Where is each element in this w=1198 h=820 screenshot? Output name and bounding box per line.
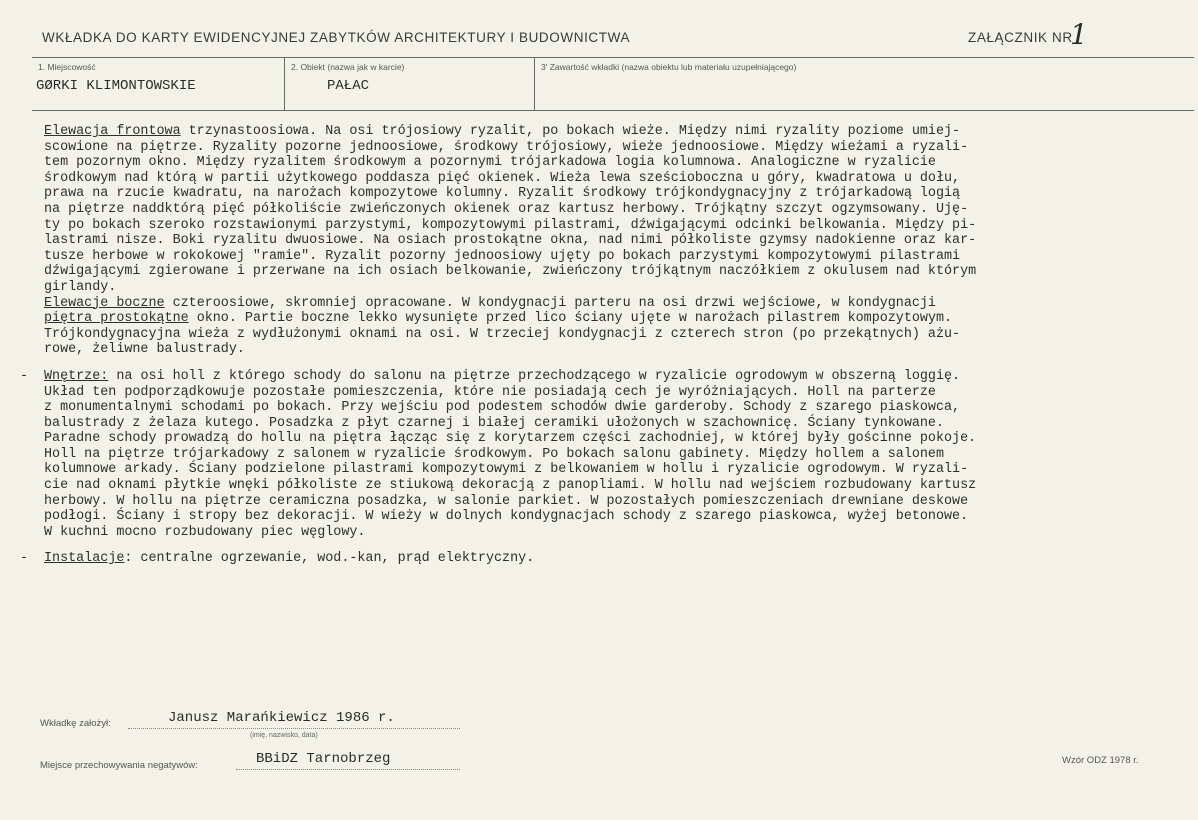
- text-line: [44, 416, 1184, 432]
- line-text: prawa na rzucie kwadratu, na narożach kompozytowe kolumny. Ryzalit środkowy trójkondygnacyjny z trójarkadową logią: [44, 186, 961, 202]
- section-heading: piętra prostokątne: [44, 311, 189, 327]
- line-text: Trójkondygnacyjna wieża z wydłużonymi oknami na osi. W trzeciej kondygnacji z czterech stron (po przekątnych) ażu-: [44, 326, 961, 342]
- line-text: na piętrze naddktórą pięć półkoliście zwieńczonych okienek oraz kartusz herbowy. Trójkątny szczyt ogzymsowany. Uję-: [44, 201, 969, 217]
- attachment-number: 1: [1070, 18, 1088, 51]
- section-heading: Elewacje boczne: [44, 295, 165, 311]
- text-line: [44, 342, 1184, 358]
- author-dotted-line: [128, 728, 460, 729]
- line-text: balustrady z żelaza kutego. Posadzka z płyt czarnej i białej ceramiki ułożonych w szachownicę. Ściany tynkowane.: [44, 415, 944, 431]
- text-line: [44, 202, 1184, 218]
- line-text: dźwigającymi zgierowane i przerwane na ich osiach belkowanie, zwieńczony trójkątnym naczółkiem z okulusem nad którym: [44, 264, 977, 280]
- line-text: na osi holl z którego schody do salonu na piętrze przechodzącego w ryzalicie ogrodowym w obszerną loggię.: [108, 368, 961, 384]
- text-line: [44, 311, 1184, 327]
- text-line: [44, 249, 1184, 265]
- object-value: PAŁAC: [327, 78, 370, 94]
- line-text: czteroosiowe, skromniej opracowane. W kondygnacji parteru na osi drzwi wejściowe, w kondygnacji: [164, 295, 936, 311]
- text-line: [44, 140, 1184, 156]
- section-heading: Instalacje: [44, 551, 125, 567]
- locality-label: 1. Miejscowość: [38, 62, 96, 72]
- line-text: środkowym nad którą w partii użytkowego poddasza pięć okienek. Wieża lewa sześcioboczna u góry, kwadratowa u dołu,: [44, 170, 961, 186]
- text-line: [44, 171, 1184, 187]
- line-text: tusze herbowe w rokokowej "ramie". Ryzalit pozorny jednoosiowy ujęty po bokach parzystymi kompozytowymi pilastrami: [44, 248, 961, 264]
- line-text: tem pozornym okno. Między ryzalitem środkowym a pozornymi trójarkadowa logia kolumnowa. Analogiczne w ryzalicie: [44, 155, 936, 171]
- text-line: [20, 368, 1184, 385]
- line-text: Układ ten podporządkowuje pozostałe pomieszczenia, które nie posiadają cech je wyróżniających. Holl na parterze: [44, 384, 936, 400]
- author-sublabel: (imię, nazwisko, data): [250, 732, 318, 739]
- line-text: kolumnowe arkady. Ściany podzielone pilastrami kompozytowymi z belkowaniem w hollu i ryzalicie ogrodowym. W ryzali-: [44, 462, 969, 478]
- content-field: [534, 58, 1195, 110]
- text-line: [44, 447, 1184, 463]
- author-label: Wkładkę założył:: [40, 718, 111, 729]
- locality-value: GØRKI KLIMONTOWSKIE: [36, 78, 196, 94]
- line-text: trzynastoosiowa. Na osi trójosiowy ryzalit, po bokach wieże. Między nimi ryzality poziome umiej-: [180, 124, 961, 139]
- paragraph-gap: [44, 540, 1184, 551]
- typed-description: [20, 124, 1184, 567]
- line-text: Holl na piętrze trójarkadowy z salonem w ryzalicie środkowym. Po bokach salonu gabinety. Między hollem a salonem: [44, 446, 944, 462]
- line-text: podłogi. Ściany i stropy bez dekoracji. W wieży w dolnych kondygnacjach schody z szarego piaskowca, wyżej betonowe.: [44, 509, 969, 525]
- text-line: [44, 494, 1184, 510]
- text-line: [44, 155, 1184, 171]
- text-line: [44, 233, 1184, 249]
- form-title: WKŁADKA DO KARTY EWIDENCYJNEJ ZABYTKÓW ARCHITEKTURY I BUDOWNICTWA: [42, 30, 631, 45]
- text-line: [44, 264, 1184, 280]
- text-line: [44, 186, 1184, 202]
- line-text: cie nad oknami płytkie wnęki półkoliste ze stiukową dekoracją z panopliami. W hollu nad wejściem rozbudowany kartusz: [44, 478, 977, 494]
- object-label: 2. Obiekt (nazwa jak w karcie): [291, 62, 405, 72]
- text-line: [44, 462, 1184, 478]
- section-heading: Wnętrze:: [44, 368, 109, 384]
- text-line: [44, 431, 1184, 447]
- paragraph-gap: [44, 358, 1184, 369]
- storage-value: BBiDZ Tarnobrzeg: [256, 751, 391, 767]
- line-text: scowione na piętrze. Ryzality pozorne jednoosiowe, środkowy trójosiowy, wieże jednoosiowe. Między wieżami a ryzali-: [44, 139, 969, 155]
- section-heading: Elewacja frontowa: [44, 124, 181, 139]
- storage-label: Miejsce przechowywania negatywów:: [40, 760, 198, 771]
- text-line: [44, 509, 1184, 525]
- line-text: z monumentalnymi schodami po bokach. Przy wejściu pod podestem schodów dwie garderoby. Schody z szarego piaskowca,: [44, 400, 961, 416]
- object-field: [284, 58, 535, 110]
- line-text: girlandy.: [44, 279, 117, 295]
- list-dash: -: [20, 368, 29, 384]
- text-line: [44, 327, 1184, 343]
- author-value: Janusz Marańkiewicz 1986 r.: [168, 710, 395, 726]
- line-text: rowe, żeliwne balustrady.: [44, 342, 245, 358]
- content-label: 3' Zawartość wkładki (nazwa obiektu lub materiału uzupełniającego): [541, 62, 797, 72]
- storage-dotted-line: [236, 769, 460, 770]
- form-template-note: Wzór ODZ 1978 r.: [1062, 755, 1139, 766]
- line-text: herbowy. W hollu na piętrze ceramiczna posadzka, w salonie parkiet. W pozostałych pomieszczeniach drewniane deskowe: [44, 493, 969, 509]
- text-line: [44, 280, 1184, 296]
- text-line: [44, 124, 1184, 140]
- line-text: W kuchni mocno rozbudowany piec węglowy.: [44, 524, 366, 540]
- line-text: Paradne schody prowadzą do hollu na piętra łącząc się z korytarzem części zachodniej, w której były gościnne pokoje.: [44, 431, 977, 447]
- line-text: : centralne ogrzewanie, wod.-kan, prąd elektryczny.: [124, 551, 535, 567]
- text-line: [44, 218, 1184, 234]
- line-text: ty po bokach szeroko rozstawionymi parzystymi, kompozytowymi pilastrami, dźwigającymi odcinki belkowania. Między pi-: [44, 217, 977, 233]
- line-text: okno. Partie boczne lekko wysunięte przed lico ściany ujęte w narożach pilastrem kompozytowym.: [188, 311, 953, 327]
- text-line: [44, 525, 1184, 541]
- list-dash: -: [20, 551, 29, 567]
- text-line: [20, 551, 1184, 567]
- line-text: lastrami nisze. Boki ryzalitu dwuosiowe. Na osiach prostokątne okna, nad nimi półkoliste gzymsy nadokienne oraz kar-: [44, 233, 977, 249]
- fields-table: [32, 57, 1194, 111]
- locality-field: [32, 58, 284, 110]
- attachment-label: ZAŁĄCZNIK NR: [968, 30, 1073, 45]
- text-line: [44, 478, 1184, 494]
- text-line: [44, 385, 1184, 401]
- text-line: [44, 296, 1184, 312]
- text-line: [44, 400, 1184, 416]
